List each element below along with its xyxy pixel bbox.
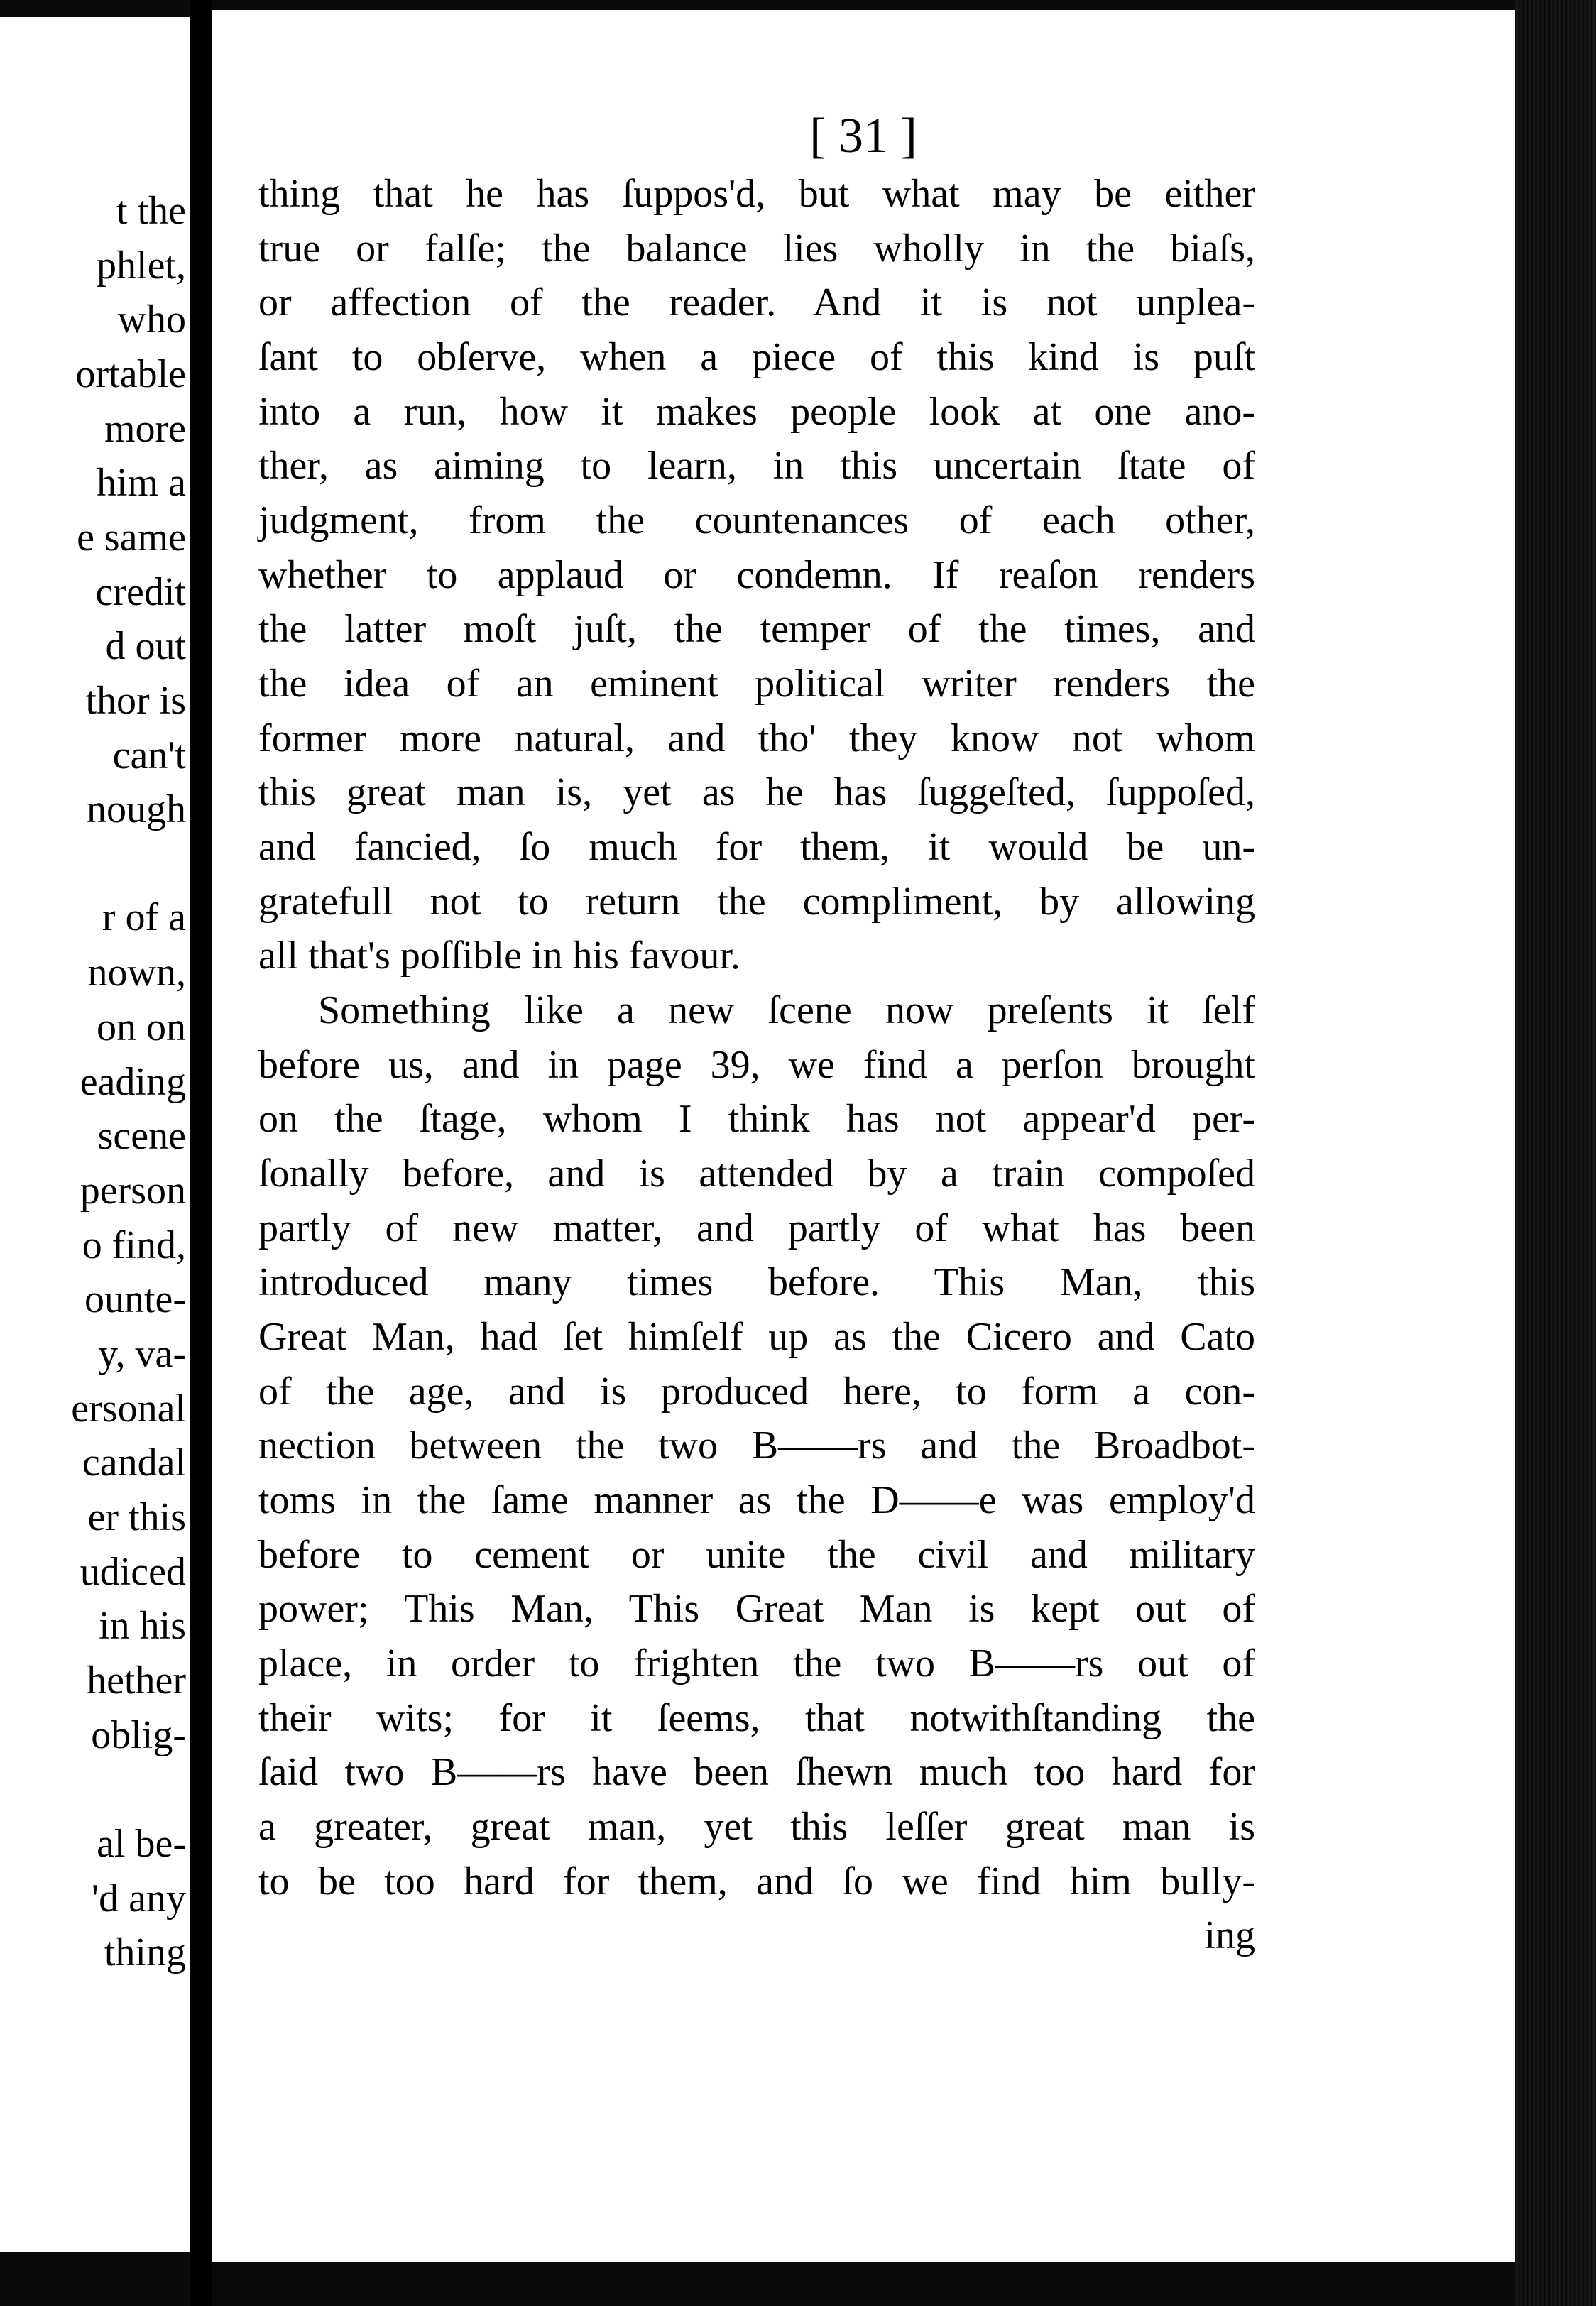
body-text-line: of the age, and is produced here, to form a con- [258,1370,1255,1414]
left-page-line: ounte- [84,1277,186,1321]
left-page-line: credit [95,570,186,614]
left-page-line: er this [87,1495,186,1539]
left-page-line: eading [80,1060,186,1104]
right-page [212,10,1515,2262]
left-page-line: hether [87,1659,186,1703]
body-text-line: this great man is, yet as he has ſuggeſted, ſuppoſed, [258,770,1255,814]
body-text-line: nection between the two B——rs and the Broadbot- [258,1424,1255,1468]
body-text-line: on the ſtage, whom I think has not appear'd per- [258,1097,1255,1141]
body-text-line: the idea of an eminent political writer renders the [258,662,1255,706]
body-text-line: judgment, from the countenances of each other, [258,498,1255,542]
body-text-line: their wits; for it ſeems, that notwithſtanding the [258,1696,1255,1740]
body-text-line: and fancied, ſo much for them, it would be un- [258,825,1255,869]
book-gutter [190,0,212,2306]
left-page-line: scene [97,1114,186,1158]
left-page-line: more [104,407,186,451]
body-text-line: gratefull not to return the compliment, by allowing [258,880,1255,924]
left-page-line: e same [77,515,186,559]
body-text-line: ſonally before, and is attended by a train compoſed [258,1152,1255,1196]
body-text-line: or affection of the reader. And it is not unplea- [258,280,1255,324]
left-page-line: o find, [82,1223,186,1267]
left-page-line: nown, [87,951,186,995]
body-text-line: the latter moſt juſt, the temper of the times, and [258,607,1255,651]
left-page-line: y, va- [98,1332,186,1376]
left-page-line: can't [112,733,186,777]
book-page-edges [1515,0,1596,2306]
body-text-line: before us, and in page 39, we find a perſon brought [258,1043,1255,1087]
left-page-line: udiced [80,1550,186,1594]
body-text-line: ther, as aiming to learn, in this uncertain ſtate of [258,444,1255,488]
body-text-line: ſant to obſerve, when a piece of this kind is puſt [258,335,1255,379]
left-page-line: him a [97,461,186,505]
body-text-line: all that's poſſible in his favour. [258,934,740,978]
left-page [0,17,190,2252]
body-text-line: power; This Man, This Great Man is kept out of [258,1587,1255,1631]
body-text-line: introduced many times before. This Man, this [258,1260,1255,1304]
body-text-line: to be too hard for them, and ſo we find him bully- [258,1859,1255,1903]
body-text-line: true or falſe; the balance lies wholly in the biaſs, [258,226,1255,271]
left-page-line: t the [116,189,186,233]
left-page-line: nough [87,787,186,831]
body-text-line: toms in the ſame manner as the D——e was employ'd [258,1478,1255,1522]
left-page-line: on on [97,1005,186,1049]
body-text-line: place, in order to frighten the two B——rs out of [258,1641,1255,1685]
body-text-line: ſaid two B——rs have been ſhewn much too hard for [258,1750,1255,1794]
left-page-line: phlet, [97,244,186,288]
left-page-line: r of a [102,895,186,939]
body-text-line: thing that he has ſuppos'd, but what may be either [258,172,1255,216]
left-page-line: person [80,1169,186,1213]
left-page-line: thing [104,1930,186,1974]
left-page-line: candal [82,1441,186,1485]
body-text-line: before to cement or unite the civil and military [258,1533,1255,1577]
body-text-line: a greater, great man, yet this leſſer great man is [258,1805,1255,1849]
body-text-line: partly of new matter, and partly of what has been [258,1206,1255,1250]
left-page-line: ersonal [71,1387,186,1431]
body-text-line: former more natural, and tho' they know not whom [258,716,1255,760]
page-number-header: [ 31 ] [809,109,917,163]
left-page-line: oblig- [91,1713,186,1757]
left-page-line: d out [105,624,186,668]
left-page-line: in his [99,1604,186,1648]
body-text-line: Something like a new ſcene now preſents it ſelf [318,988,1255,1032]
left-page-line: who [117,297,186,341]
left-page-line: ortable [75,352,186,396]
left-page-line: 'd any [92,1876,186,1920]
catchword: ing [1204,1913,1255,1957]
body-text-line: Great Man, had ſet himſelf up as the Cicero and Cato [258,1315,1255,1359]
body-text-line: whether to applaud or condemn. If reaſon renders [258,553,1255,597]
left-page-line: al be- [97,1822,186,1866]
body-text-line: into a run, how it makes people look at one ano- [258,390,1255,434]
left-page-line: thor is [85,679,186,723]
